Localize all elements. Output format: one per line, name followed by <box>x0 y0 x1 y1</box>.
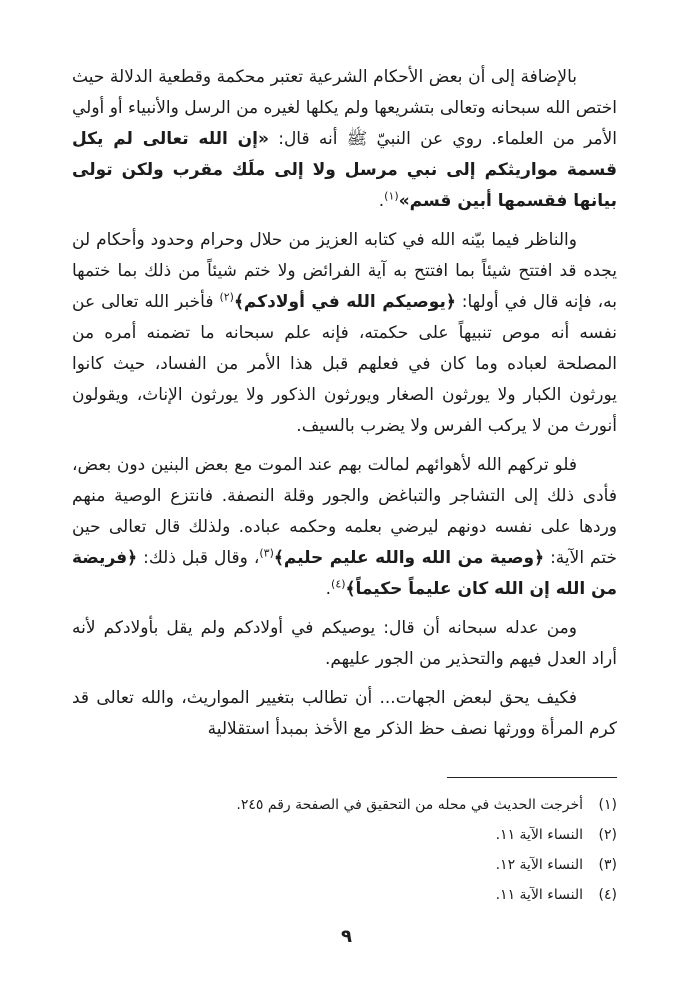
paragraph-1-text: بالإضافة إلى أن بعض الأحكام الشرعية تعتبر محكمة وقطعية الدلالة حيث اختص الله سبحانه وتعالى بتشريعها ولم يكلها لغيره من الرسل والأنبياء أو أولي الأمر من العلماء. روي عن النبيّ ﷺ أنه قال: <box>72 67 617 149</box>
footnote-ref-2: (٢) <box>219 290 234 304</box>
paragraph-1 <box>72 62 617 217</box>
main-text <box>72 62 617 753</box>
footnote-number: (١) <box>598 797 617 813</box>
quran-quote-1: ﴿يوصيكم الله في أولادكم﴾ <box>233 292 456 312</box>
paragraph-2 <box>72 225 617 442</box>
page-number: ٩ <box>341 926 352 947</box>
footnote-text: أخرجت الحديث في محله من التحقيق في الصفحة رقم ٢٤٥. <box>236 797 583 813</box>
paragraph-3-end: . <box>325 579 332 599</box>
footnote-item <box>77 880 617 910</box>
footnote-item <box>77 850 617 880</box>
footnote-text: النساء الآية ١٢. <box>495 857 583 873</box>
footnote-ref-1: (١) <box>384 189 399 203</box>
footnote-ref-3: (٣) <box>259 546 274 560</box>
paragraph-2-text-b: فأخبر الله تعالى عن نفسه أنه موص تنبيهاً على حكمته، فإنه علم سبحانه ما تضمنه أمره من المصلحة لعباده وما كان في فعلهم قبل هذا الأمر من الفساد، حيث كانوا يورثون الكبار ولا يورثون الصغار ويورثون الذكور ولا يورثون الإناث، ويقولون أنورث من لا يركب الفرس ولا يضرب بالسيف. <box>72 292 617 436</box>
paragraph-3-text-a: فلو تركهم الله لأهوائهم لمالت بهم عند الموت مع بعض البنين دون بعض، فأدى ذلك إلى التشاجر والتباغض والجور وقلة النصفة. فانتزع الوصية منهم وردها على نفسه دونهم ليرضي بعلمه وحكمه عباده. ولذلك قال تعالى حين ختم الآية: <box>72 455 617 568</box>
paragraph-1-end: . <box>378 191 385 211</box>
paragraph-5: فكيف يحق لبعض الجهات... أن تطالب بتغيير المواريث، والله تعالى قد كرم المرأة وورثها نصف حظ الذكر مع الأخذ بمبدأ استقلالية <box>72 688 617 739</box>
paragraph-2-text-a: والناظر فيما بيّنه الله في كتابه العزيز من حلال وحرام وحدود وأحكام لن يجده قد افتتح شيئاً بما افتتح به آية الفرائض ولا ختم شيئاً من ذلك بما ختمها به، فإنه قال في أولها: <box>72 230 617 312</box>
paragraph-3 <box>72 450 617 605</box>
footnote-item <box>77 820 617 850</box>
quran-quote-3: ﴿فريضة من الله إن الله كان عليماً حكيماً﴾ <box>72 548 617 599</box>
footnote-number: (٣) <box>598 857 617 873</box>
footnote-divider <box>447 777 617 778</box>
footnote-item <box>77 790 617 820</box>
footnote-number: (٤) <box>598 887 617 903</box>
paragraph-4: ومن عدله سبحانه أن قال: يوصيكم في أولادكم ولم يقل بأولادكم لأنه أراد العدل فيهم والتحذير من الجور عليهم. <box>72 618 617 669</box>
footnote-text: النساء الآية ١١. <box>495 827 583 843</box>
footnote-ref-4: (٤) <box>331 577 346 591</box>
quran-quote-2: ﴿وصية من الله والله عليم حليم﴾ <box>273 548 545 568</box>
footnote-number: (٢) <box>598 827 617 843</box>
paragraph-3-text-b: ، وقال قبل ذلك: <box>137 548 260 568</box>
footnotes <box>77 790 617 910</box>
hadith-quote: «إن الله تعالى لم يكل قسمة مواريثكم إلى نبي مرسل ولا إلى ملَك مقرب ولكن تولى بيانها فقسمها أبين قسم» <box>72 129 617 211</box>
footnote-text: النساء الآية ١١. <box>495 887 583 903</box>
